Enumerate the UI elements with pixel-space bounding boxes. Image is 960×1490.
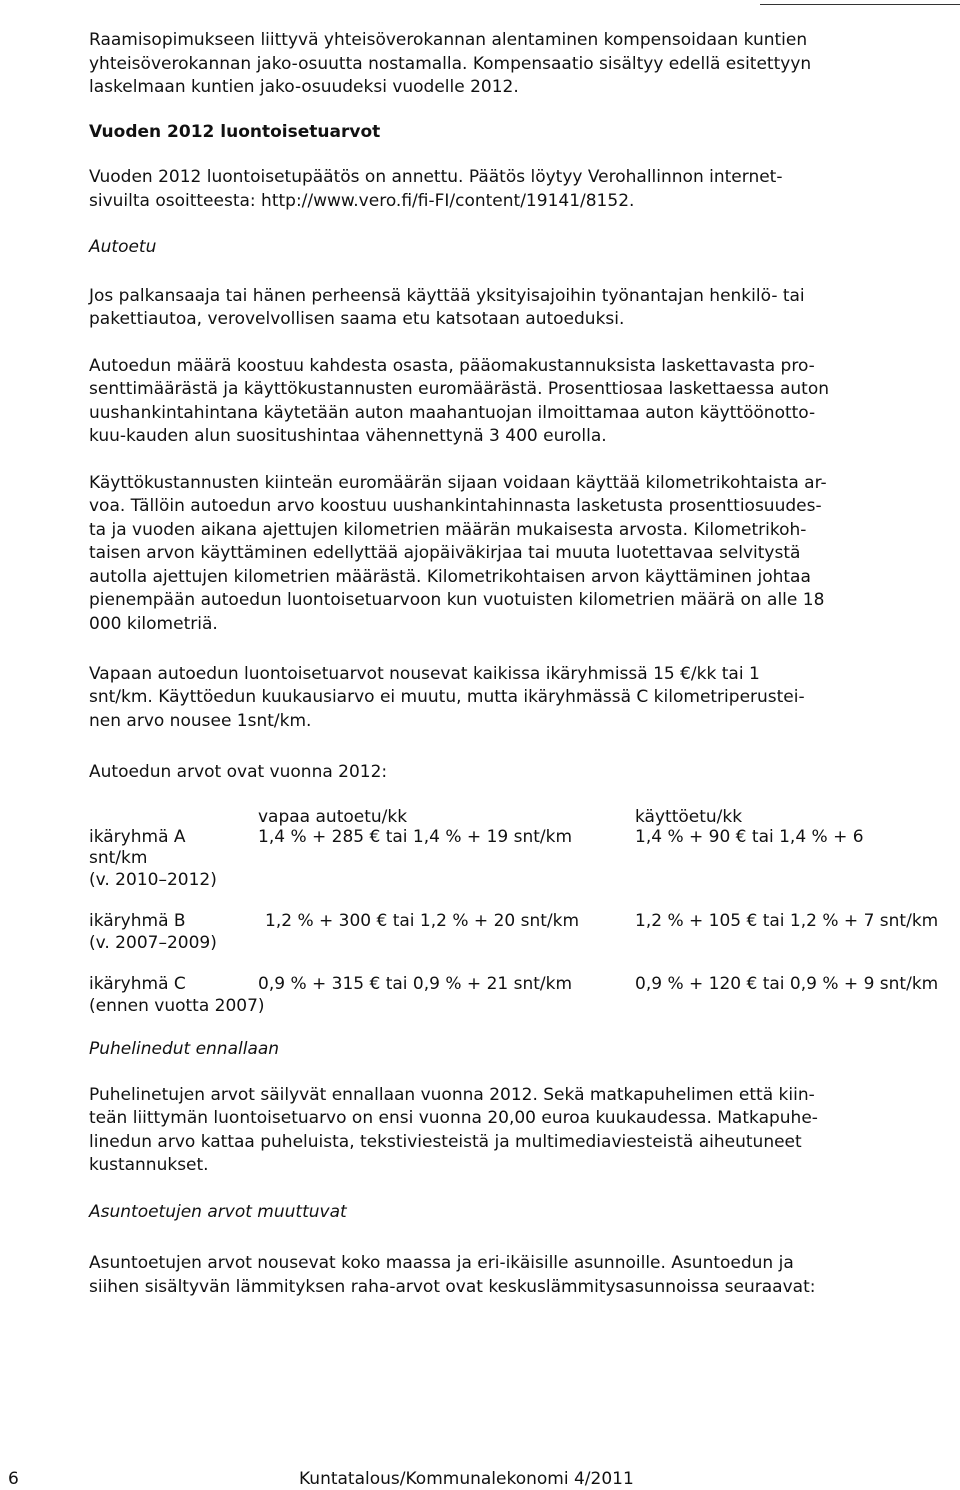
puhelin-line: kustannukset. bbox=[89, 1155, 209, 1175]
table-cell-use: 1,4 % + 90 € tai 1,4 % + 6 bbox=[635, 827, 864, 847]
table-row-label: ikäryhmä B bbox=[89, 911, 186, 931]
autoetu-p4-line: snt/km. Käyttöedun kuukausiarvo ei muutu, mutta ikäryhmässä C kilometriperustei- bbox=[89, 687, 805, 707]
table-intro: Autoedun arvot ovat vuonna 2012: bbox=[89, 762, 388, 782]
autoetu-p3-line: ta ja vuoden aikana ajettujen kilometrien määrän mukaisesta arvosta. Kilometrikoh- bbox=[89, 520, 807, 540]
autoetu-p4-line: nen arvo nousee 1snt/km. bbox=[89, 711, 312, 731]
table-row-sub: snt/km bbox=[89, 848, 148, 868]
autoetu-p3-line: Käyttökustannusten kiinteän euromäärän sijaan voidaan käyttää kilometrikohtaista ar- bbox=[89, 473, 827, 493]
puhelin-line: teän liittymän luontoisetuarvo on ensi vuonna 20,00 euroa kuukaudessa. Matkapuhe- bbox=[89, 1108, 818, 1128]
autoetu-p1-line: pakettiautoa, verovelvollisen saama etu katsotaan autoeduksi. bbox=[89, 309, 625, 329]
puhelin-line: linedun arvo kattaa puheluista, tekstiviesteistä ja multimediaviesteistä aiheutuneet bbox=[89, 1132, 802, 1152]
heading-asuntoedut: Asuntoetujen arvot muuttuvat bbox=[89, 1202, 347, 1222]
autoetu-p3-line: autolla ajettujen kilometrien määrästä. Kilometrikohtaisen arvon käyttäminen johtaa bbox=[89, 567, 811, 587]
autoetu-p2-line: uushankintahintana käytetään auton maahantuojan ilmoittamaa auton käyttöönotto- bbox=[89, 403, 816, 423]
table-row-label: ikäryhmä C bbox=[89, 974, 186, 994]
puhelin-line: Puhelinetujen arvot säilyvät ennallaan vuonna 2012. Sekä matkapuhelimen että kiin- bbox=[89, 1085, 815, 1105]
asunto-line: Asuntoetujen arvot nousevat koko maassa ja eri-ikäisille asunnoille. Asuntoedun ja bbox=[89, 1253, 794, 1273]
intro-line: yhteisöverokannan jako-osuutta nostamalla. Kompensaatio sisältyy edellä esitettyyn bbox=[89, 54, 812, 74]
table-cell-use: 0,9 % + 120 € tai 0,9 % + 9 snt/km bbox=[635, 974, 939, 994]
autoetu-p3-line: pienempään autoedun luontoisetuarvoon kun vuotuisten kilometrien määrä on alle 18 bbox=[89, 590, 825, 610]
autoetu-p2-line: senttimäärästä ja käyttökustannusten euromäärästä. Prosenttiosaa laskettaessa auton bbox=[89, 379, 829, 399]
autoetu-p2-line: Autoedun määrä koostuu kahdesta osasta, pääomakustannuksista laskettavasta pro- bbox=[89, 356, 815, 376]
table-row-sub: (v. 2010–2012) bbox=[89, 870, 217, 890]
luontoisetu-line: sivuilta osoitteesta: http://www.vero.fi/fi-FI/content/19141/8152. bbox=[89, 191, 635, 211]
header-rule bbox=[760, 4, 960, 5]
autoetu-p1-line: Jos palkansaaja tai hänen perheensä käyttää yksityisajoihin työnantajan henkilö- tai bbox=[89, 286, 805, 306]
autoetu-p4-line: Vapaan autoedun luontoisetuarvot nousevat kaikissa ikäryhmissä 15 €/kk tai 1 bbox=[89, 664, 760, 684]
autoetu-p2-line: kuu-kauden alun suositushintaa vähennettynä 3 400 eurolla. bbox=[89, 426, 607, 446]
autoetu-p3-line: voa. Tällöin autoedun arvo koostuu uushankintahinnasta lasketusta prosenttiosuudes- bbox=[89, 496, 822, 516]
table-header-use: käyttöetu/kk bbox=[635, 807, 743, 827]
table-cell-free: 1,2 % + 300 € tai 1,2 % + 20 snt/km bbox=[265, 911, 580, 931]
heading-puhelinedut: Puhelinedut ennallaan bbox=[89, 1039, 280, 1059]
table-header-free: vapaa autoetu/kk bbox=[258, 807, 408, 827]
heading-autoetu: Autoetu bbox=[89, 237, 157, 257]
table-cell-free: 1,4 % + 285 € tai 1,4 % + 19 snt/km bbox=[258, 827, 573, 847]
intro-line: Raamisopimukseen liittyvä yhteisöverokannan alentaminen kompensoidaan kuntien bbox=[89, 30, 808, 50]
luontoisetu-line: Vuoden 2012 luontoisetupäätös on annettu. Päätös löytyy Verohallinnon internet- bbox=[89, 167, 783, 187]
autoetu-p3-line: taisen arvon käyttäminen edellyttää ajopäiväkirjaa tai muuta luotettavaa selvitystä bbox=[89, 543, 801, 563]
table-row-sub: (ennen vuotta 2007) bbox=[89, 996, 265, 1016]
table-cell-use: 1,2 % + 105 € tai 1,2 % + 7 snt/km bbox=[635, 911, 939, 931]
asunto-line: siihen sisältyvän lämmityksen raha-arvot ovat keskuslämmitysasunnoissa seuraavat: bbox=[89, 1277, 816, 1297]
footer-publication: Kuntatalous/Kommunalekonomi 4/2011 bbox=[299, 1469, 634, 1489]
page-number: 6 bbox=[8, 1469, 19, 1489]
heading-luontoisetuarvot: Vuoden 2012 luontoisetuarvot bbox=[89, 122, 381, 142]
table-row-sub: (v. 2007–2009) bbox=[89, 933, 217, 953]
autoetu-p3-line: 000 kilometriä. bbox=[89, 614, 218, 634]
table-row-label: ikäryhmä A bbox=[89, 827, 186, 847]
table-cell-free: 0,9 % + 315 € tai 0,9 % + 21 snt/km bbox=[258, 974, 573, 994]
intro-line: laskelmaan kuntien jako-osuudeksi vuodelle 2012. bbox=[89, 77, 519, 97]
